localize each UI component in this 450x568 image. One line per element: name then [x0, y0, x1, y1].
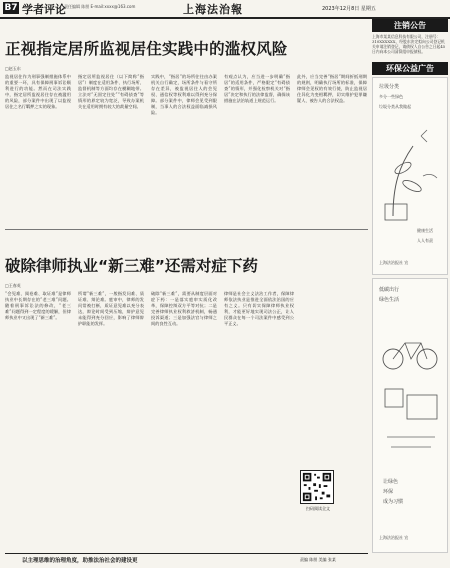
- section-title: 学者评论: [22, 3, 66, 16]
- masthead: 上海法治報: [183, 3, 243, 16]
- poster2-caption: 上海法治报社 宣: [379, 535, 409, 540]
- poster1-line-5: 人人有责: [417, 238, 433, 243]
- article1-headline: 正视指定居所监视居住实践中的滥权风险: [5, 40, 288, 58]
- poster2-line-4: 环保: [383, 489, 394, 495]
- poster2-line-2: 绿色生活: [379, 297, 400, 303]
- poster1-line-3: 垃圾分类从我做起: [379, 104, 411, 109]
- plant-illustration: [379, 116, 443, 226]
- article2-column-1: “会见难、阅卷难、取证难”是律师执业中长期存在的“老三难”问题。随着刑事诉讼法的修改，“老三难”问题得到一定程度的缓解，但律师执业中又出现了“新三难”。: [5, 291, 71, 320]
- notice-heading: 注销公告: [372, 19, 448, 32]
- poster2-line-1: 低碳出行: [379, 287, 400, 293]
- footer-rule: [5, 553, 368, 554]
- article1-column-5: 此外，应当完善“指居”期间折抵刑期的规则，明确执行场所的标准，保障律师会见权的有效行使，防止监视居住异化为变相羁押，切实维护犯罪嫌疑人、被告人的合法权益。: [297, 74, 367, 103]
- article1-column-4: 有观点认为，应当进一步明确“指居”的适用条件，严格限定“有碍侦查”的情形，并强化检察机关对“指居”决定和执行的法律监督，确保该措施在法治轨道上规范运行。: [224, 74, 290, 103]
- qr-code[interactable]: [300, 470, 334, 504]
- article2-column-2: 所谓“新三难”，一般指发问难、质证难、辩论难。庭审中，律师的发问常被打断，质证意见难以充分表达，辩论时间受到压缩，辩护意见未能得到充分回应，影响了律师辩护职能的发挥。: [78, 291, 144, 326]
- editor-credits: 责任编辑 陈朋 E-mail:xxxx@163.com: [64, 4, 136, 9]
- notice-text: 上海市某某信息科技有限公司，注册号：310XXXXXX，经股东决定拟向公司登记机关申请注销登记，请债权人自公告之日起45日内向本公司清算组申报债权。: [372, 34, 446, 54]
- bicycle-illustration: [377, 319, 445, 469]
- article1-author: □赵玉东: [5, 66, 21, 71]
- poster1-line-1: 垃圾分类: [379, 84, 400, 90]
- poster1-caption: 上海法治报社 宣: [379, 260, 409, 265]
- poster1-line-2: 多分一些绿色: [379, 94, 403, 99]
- article1-column-3: 实践中，“指居”的场所往往由办案机关自行确定，场所条件与看守所存在差异，被监视居住人的会见权、通信权等权利难以得到充分保障。部分案件中，律师会见受到限制，当事人的合法权益面临减损风险。: [151, 74, 217, 115]
- article-divider: [5, 229, 368, 230]
- poster1-line-4: 健康生活: [417, 228, 433, 233]
- article2-column-4: 律师是社会主义法治工作者，保障律师依法执业是推进全面依法治国的应有之义。只有切实保障律师执业权利，才能更好地实现司法公正，让人民群众在每一个司法案件中感受到公平正义。: [224, 291, 294, 326]
- ad-heading: 环保公益广告: [372, 62, 448, 75]
- footer-slogan: 以主理思维的治理角度，助推法治社会的建设更: [22, 558, 138, 564]
- footer-editor: 责编 陈朋 美编 张某: [300, 557, 336, 562]
- article2-author: □王春英: [5, 283, 21, 288]
- issue-date: 2023年12月8日 星期五: [322, 6, 376, 12]
- poster2-line-5: 成为习惯: [383, 499, 404, 505]
- eco-poster-2: [372, 278, 448, 553]
- article1-column-2: 指定居所监视居住（以下简称“指居”）制度在适用条件、执行场所、监督机制等方面均存在模糊地带。立法对“无固定住处”“有碍侦查”等情形的界定较为宽泛，导致办案机关在适用时拥有较大的裁量空间。: [78, 74, 144, 109]
- poster2-line-3: 让绿色: [383, 479, 399, 485]
- article2-headline: 破除律师执业“新三难”还需对症下药: [5, 257, 258, 275]
- eco-poster-1: [372, 77, 448, 275]
- article2-column-3: 破除“新三难”，需要从制度层面对症下药：一是落实庭审实质化改革，保障控辩双方平等对抗；二是完善律师执业权利救济机制，畅通投诉渠道；三是加强法官与律师之间的良性互动。: [151, 291, 217, 326]
- article1-column-1: 监视居住作为刑事强制措施体系中的重要一环，具有保障刑事诉讼顺利进行的功能。然而在司法实践中，指定居所监视居住存在被滥用的风险，部分案件中出现了以监视居住之名行羁押之实的现象。: [5, 74, 71, 109]
- qr-caption: 扫码阅读全文: [306, 506, 330, 511]
- page-number: B7: [4, 3, 18, 13]
